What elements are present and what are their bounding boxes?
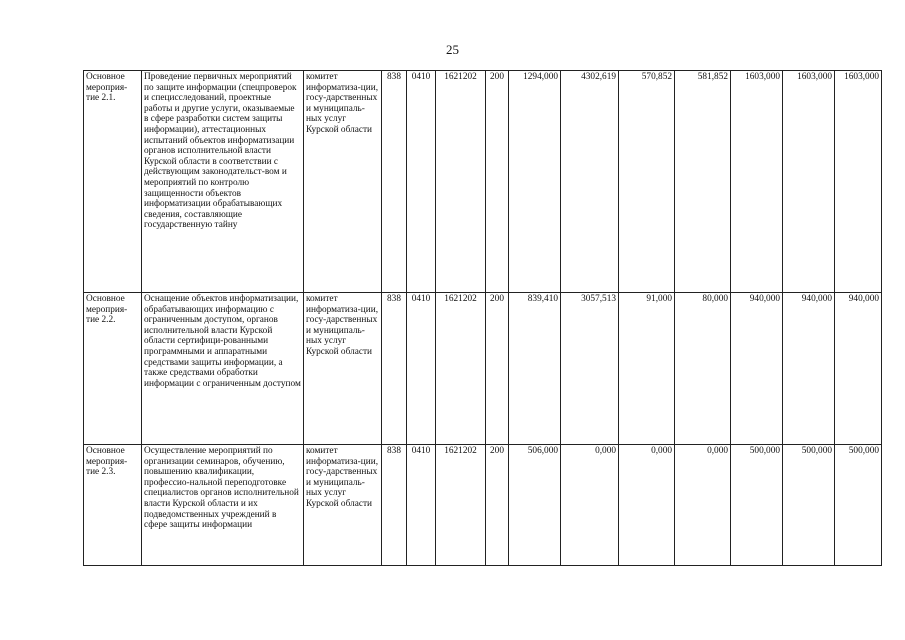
- executor-cell: комитет информатиза-ции, госу-дарственных и муниципаль-ных услуг Курской области: [304, 71, 382, 293]
- event-description-cell: Проведение первичных мероприятий по защите информации (спецпроверок и специсследований, проектные работы и другие услуги, оказываемые в сфере разработки систем защиты информации), аттестационных испытаний объектов информатизации органов исполнительной власти Курской области в соответствии с действующим законодательст-вом и мероприятий по контролю защищенности объектов информатизации обрабатывающих сведения, составляющие государственную тайну: [142, 71, 304, 293]
- csr-code-cell: 1621202: [436, 293, 486, 445]
- expense-value-cell: 500,000: [835, 445, 882, 566]
- csr-code-cell: 1621202: [436, 445, 486, 566]
- executor-cell: комитет информатиза-ции, госу-дарственных и муниципаль-ных услуг Курской области: [304, 293, 382, 445]
- table-row: [84, 71, 882, 293]
- expense-value-cell: 0,000: [561, 445, 619, 566]
- expense-value-cell: 1603,000: [783, 71, 835, 293]
- page-number: 25: [446, 42, 459, 57]
- expense-value-cell: 0,000: [619, 445, 675, 566]
- expense-value-cell: 940,000: [731, 293, 783, 445]
- expense-value-cell: 500,000: [731, 445, 783, 566]
- table-row: [84, 293, 882, 445]
- expense-value-cell: 1603,000: [731, 71, 783, 293]
- budget-table: [83, 70, 882, 566]
- grbs-code-cell: 838: [382, 293, 407, 445]
- event-description-cell: Оснащение объектов информатизации, обрабатывающих информацию с ограниченным доступом, органов исполнительной власти Курской области сертифици-рованными программными и аппаратными средствами защиты информации, а также средствами обработки информации с ограниченным доступом: [142, 293, 304, 445]
- expense-value-cell: 500,000: [783, 445, 835, 566]
- event-description-cell: Осуществление мероприятий по организации семинаров, обучению, повышению квалификации, профессио-нальной переподготовке специалистов органов исполнительной власти Курской области и их подведомственных учреждений в сфере защиты информации: [142, 445, 304, 566]
- expense-value-cell: 506,000: [509, 445, 561, 566]
- expense-value-cell: 4302,619: [561, 71, 619, 293]
- grbs-code-cell: 838: [382, 445, 407, 566]
- expense-value-cell: 1603,000: [835, 71, 882, 293]
- grbs-code-cell: 838: [382, 71, 407, 293]
- vr-code-cell: 200: [486, 293, 509, 445]
- event-type-cell: Основное мероприя-тие 2.3.: [84, 445, 142, 566]
- rzpr-code-cell: 0410: [407, 71, 436, 293]
- expense-value-cell: 839,410: [509, 293, 561, 445]
- expense-value-cell: 581,852: [675, 71, 731, 293]
- csr-code-cell: 1621202: [436, 71, 486, 293]
- expense-value-cell: 1294,000: [509, 71, 561, 293]
- vr-code-cell: 200: [486, 71, 509, 293]
- rzpr-code-cell: 0410: [407, 293, 436, 445]
- table-row: [84, 445, 882, 566]
- expense-value-cell: 0,000: [675, 445, 731, 566]
- expense-value-cell: 3057,513: [561, 293, 619, 445]
- event-type-cell: Основное мероприя-тие 2.2.: [84, 293, 142, 445]
- vr-code-cell: 200: [486, 445, 509, 566]
- expense-value-cell: 91,000: [619, 293, 675, 445]
- expense-value-cell: 570,852: [619, 71, 675, 293]
- rzpr-code-cell: 0410: [407, 445, 436, 566]
- expense-value-cell: 940,000: [835, 293, 882, 445]
- executor-cell: комитет информатиза-ции, госу-дарственных и муниципаль-ных услуг Курской области: [304, 445, 382, 566]
- event-type-cell: Основное мероприя-тие 2.1.: [84, 71, 142, 293]
- expense-value-cell: 940,000: [783, 293, 835, 445]
- expense-value-cell: 80,000: [675, 293, 731, 445]
